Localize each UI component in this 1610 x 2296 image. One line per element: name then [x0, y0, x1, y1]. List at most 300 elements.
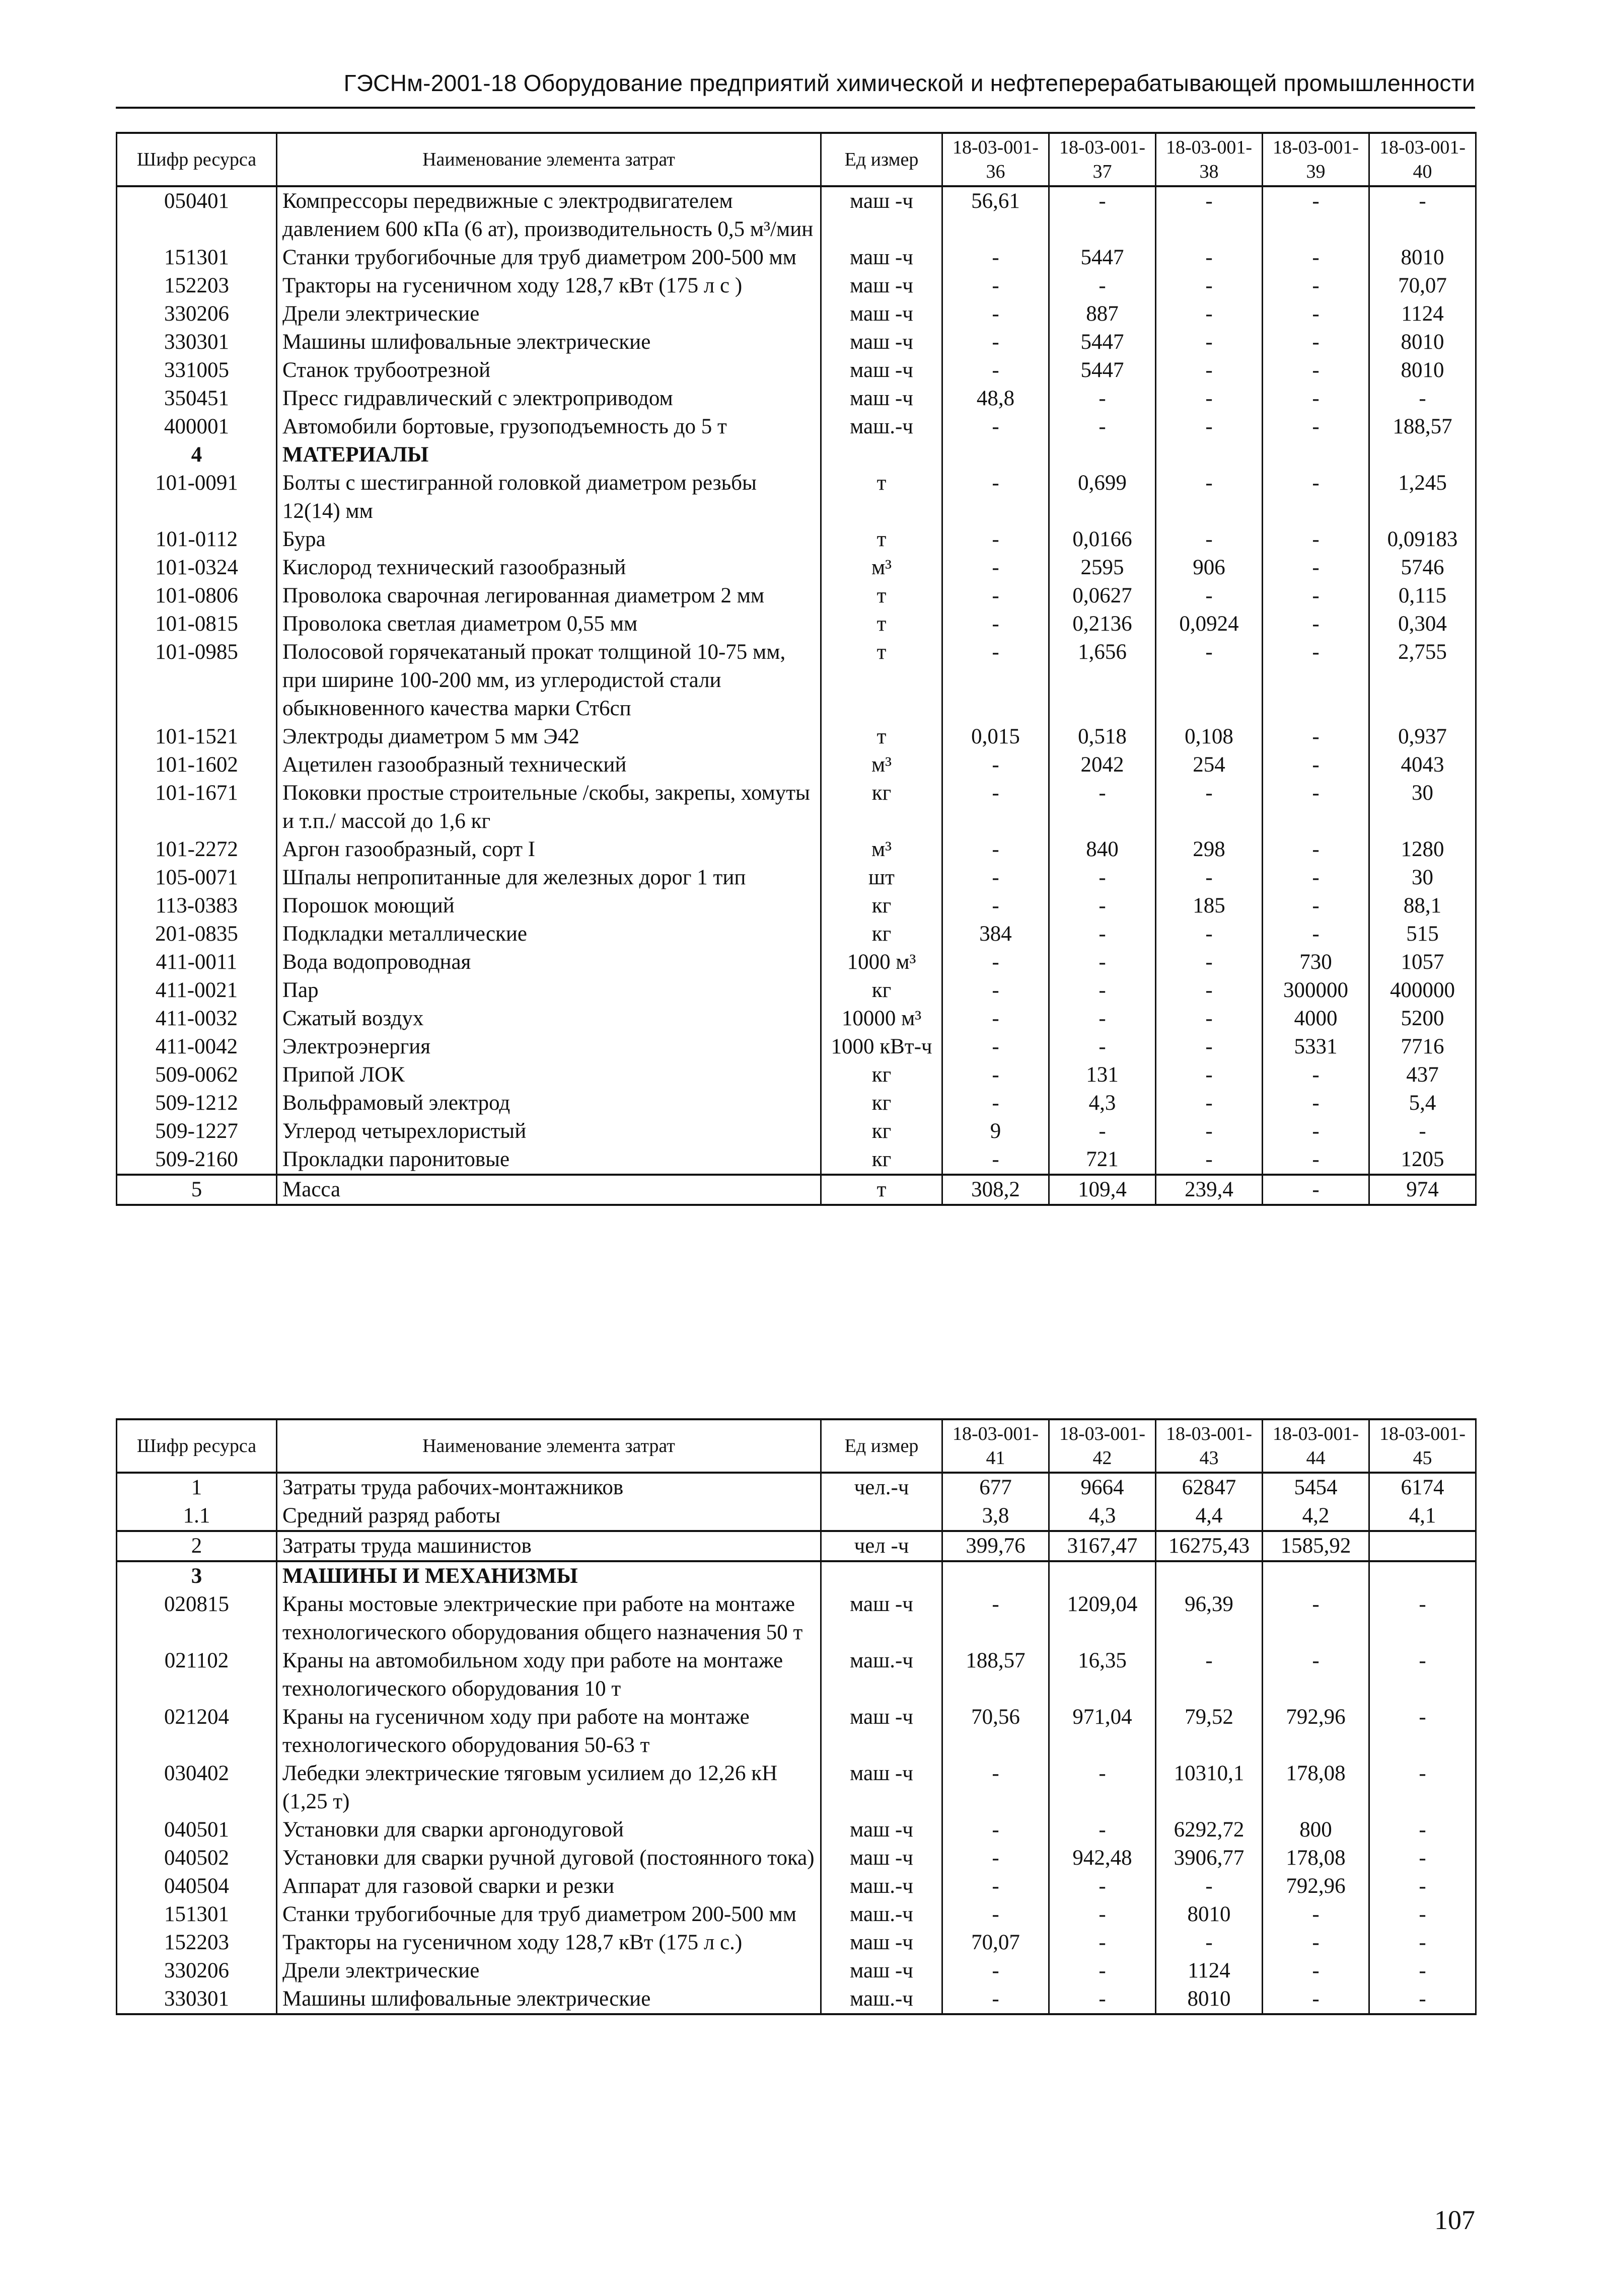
resource-code: 101-2272 [117, 835, 277, 864]
resource-value-col-4: 5331 [1263, 1033, 1369, 1061]
resource-value-col-4: - [1263, 413, 1369, 441]
resource-value-col-5: - [1369, 1590, 1476, 1647]
resource-value-col-2: - [1049, 1033, 1156, 1061]
table-row [117, 1033, 1476, 1061]
resource-code: 1.1 [117, 1502, 277, 1531]
resource-value-col-4: - [1263, 1590, 1369, 1647]
resource-value-col-1: - [942, 244, 1049, 272]
resource-code: 101-1602 [117, 751, 277, 779]
resource-value-col-1: 399,76 [942, 1531, 1049, 1561]
resource-value-col-3: - [1156, 244, 1263, 272]
resource-unit: маш.-ч [821, 1985, 942, 2014]
resource-code: 101-0324 [117, 554, 277, 582]
resource-name: Шпалы непропитанные для железных дорог 1 тип [277, 864, 821, 892]
table-row [117, 948, 1476, 976]
resource-unit: т [821, 469, 942, 525]
resource-unit: маш -ч [821, 1703, 942, 1759]
resource-value-col-1: - [942, 1900, 1049, 1929]
resource-code: 021204 [117, 1703, 277, 1759]
resource-value-col-2: 0,699 [1049, 469, 1156, 525]
resource-value-col-5: 8010 [1369, 356, 1476, 385]
resource-value-col-1: - [942, 413, 1049, 441]
resource-name: Установки для сварки ручной дуговой (постоянного тока) [277, 1844, 821, 1872]
resource-unit [821, 1561, 942, 1590]
resource-name: Краны на автомобильном ходу при работе на монтаже технологического оборудования 10 т [277, 1647, 821, 1703]
resource-value-col-1: - [942, 864, 1049, 892]
resource-unit: маш -ч [821, 1929, 942, 1957]
resource-value-col-2: - [1049, 1816, 1156, 1844]
resource-value-col-4 [1263, 441, 1369, 469]
resource-value-col-2: - [1049, 413, 1156, 441]
resource-code: 3 [117, 1561, 277, 1590]
header-rule [116, 107, 1475, 109]
resource-value-col-2: 9664 [1049, 1473, 1156, 1502]
header-col-3: 18-03-001-38 [1156, 133, 1263, 186]
resource-value-col-1: 3,8 [942, 1502, 1049, 1531]
resource-code: 509-0062 [117, 1061, 277, 1089]
resource-value-col-4: 792,96 [1263, 1872, 1369, 1900]
resource-value-col-5: 30 [1369, 779, 1476, 835]
resource-code: 101-0112 [117, 525, 277, 554]
resource-value-col-3: 62847 [1156, 1473, 1263, 1502]
resource-code: 040502 [117, 1844, 277, 1872]
resource-value-col-3: 8010 [1156, 1900, 1263, 1929]
header-unit: Ед измер [821, 1419, 942, 1473]
resource-value-col-3: - [1156, 948, 1263, 976]
resource-unit: маш -ч [821, 1957, 942, 1985]
resource-value-col-5: - [1369, 1816, 1476, 1844]
resource-value-col-3: 1124 [1156, 1957, 1263, 1985]
resource-value-col-1: - [942, 1872, 1049, 1900]
resource-unit: 1000 кВт-ч [821, 1033, 942, 1061]
resource-value-col-3: - [1156, 186, 1263, 244]
resource-value-col-3: - [1156, 272, 1263, 300]
resource-unit: маш.-ч [821, 413, 942, 441]
resource-value-col-1: - [942, 610, 1049, 638]
resource-unit: т [821, 610, 942, 638]
resource-unit: кг [821, 1117, 942, 1145]
resource-value-col-4 [1263, 1561, 1369, 1590]
table-row [117, 610, 1476, 638]
resource-value-col-3: 8010 [1156, 1985, 1263, 2014]
resource-value-col-2: 1209,04 [1049, 1590, 1156, 1647]
resource-value-col-1: 308,2 [942, 1175, 1049, 1205]
resource-value-col-2: - [1049, 892, 1156, 920]
resource-name: Вода водопроводная [277, 948, 821, 976]
resource-code: 509-2160 [117, 1145, 277, 1175]
resource-value-col-3: - [1156, 1005, 1263, 1033]
resource-value-col-4: 800 [1263, 1816, 1369, 1844]
resource-value-col-4: - [1263, 1647, 1369, 1703]
resource-name: Краны на гусеничном ходу при работе на монтаже технологического оборудования 50-63 т [277, 1703, 821, 1759]
header-name: Наименование элемента затрат [277, 1419, 821, 1473]
resource-value-col-1: - [942, 1145, 1049, 1175]
resource-name: Компрессоры передвижные с электродвигателем давлением 600 кПа (6 ат), производительность 0,5 м³/мин [277, 186, 821, 244]
resource-value-col-4: 4000 [1263, 1005, 1369, 1033]
resource-value-col-4: 4,2 [1263, 1502, 1369, 1531]
resource-value-col-2: - [1049, 1929, 1156, 1957]
resource-value-col-1: - [942, 1033, 1049, 1061]
table-header-row [117, 133, 1476, 186]
resource-code: 5 [117, 1175, 277, 1205]
resource-name: Углерод четырехлористый [277, 1117, 821, 1145]
resource-value-col-4: - [1263, 1117, 1369, 1145]
resource-value-col-1 [942, 1561, 1049, 1590]
resource-value-col-5: 7716 [1369, 1033, 1476, 1061]
resource-value-col-2: - [1049, 186, 1156, 244]
resource-value-col-3: 10310,1 [1156, 1759, 1263, 1816]
resource-code: 509-1212 [117, 1089, 277, 1117]
resource-unit: т [821, 525, 942, 554]
resource-value-col-4: 5454 [1263, 1473, 1369, 1502]
resource-value-col-3: - [1156, 1872, 1263, 1900]
resource-value-col-1: - [942, 469, 1049, 525]
resource-unit: 10000 м³ [821, 1005, 942, 1033]
resource-unit: шт [821, 864, 942, 892]
resource-name: МАТЕРИАЛЫ [277, 441, 821, 469]
resource-value-col-3 [1156, 441, 1263, 469]
resource-value-col-2: - [1049, 1872, 1156, 1900]
resource-name: Электроды диаметром 5 мм Э42 [277, 723, 821, 751]
resource-value-col-5: 8010 [1369, 328, 1476, 356]
resource-unit: маш -ч [821, 385, 942, 413]
resource-value-col-5: 0,937 [1369, 723, 1476, 751]
resource-value-col-3: 906 [1156, 554, 1263, 582]
resource-value-col-5: 400000 [1369, 976, 1476, 1005]
table-row [117, 1117, 1476, 1145]
table-row [117, 1590, 1476, 1647]
resource-value-col-3: - [1156, 638, 1263, 723]
table-row [117, 1929, 1476, 1957]
resource-value-col-5: - [1369, 1985, 1476, 2014]
table-row [117, 300, 1476, 328]
header-code: Шифр ресурса [117, 133, 277, 186]
resource-value-col-1: 384 [942, 920, 1049, 948]
table-row [117, 1957, 1476, 1985]
resource-name: Порошок моющий [277, 892, 821, 920]
table-row [117, 751, 1476, 779]
table-row [117, 864, 1476, 892]
resource-code: 2 [117, 1531, 277, 1561]
resource-value-col-3: - [1156, 356, 1263, 385]
header-name: Наименование элемента затрат [277, 133, 821, 186]
resource-value-col-5: 8010 [1369, 244, 1476, 272]
resource-value-col-4: 300000 [1263, 976, 1369, 1005]
resource-value-col-5: 70,07 [1369, 272, 1476, 300]
page-number: 107 [1434, 2205, 1475, 2235]
resource-unit: м³ [821, 751, 942, 779]
resource-value-col-1: - [942, 356, 1049, 385]
resource-value-col-4: - [1263, 920, 1369, 948]
resource-unit: кг [821, 1061, 942, 1089]
table-row [117, 1473, 1476, 1502]
resource-code: 350451 [117, 385, 277, 413]
resource-value-col-2: - [1049, 385, 1156, 413]
resource-value-col-5: 0,09183 [1369, 525, 1476, 554]
table-row [117, 328, 1476, 356]
resource-value-col-3: 79,52 [1156, 1703, 1263, 1759]
resource-value-col-2: 0,518 [1049, 723, 1156, 751]
resource-value-col-3: 16275,43 [1156, 1531, 1263, 1561]
resource-value-col-1: 677 [942, 1473, 1049, 1502]
resource-name: Сжатый воздух [277, 1005, 821, 1033]
resource-value-col-1: - [942, 582, 1049, 610]
resource-unit: маш -ч [821, 300, 942, 328]
resource-value-col-2: - [1049, 976, 1156, 1005]
table-body [117, 1473, 1476, 2014]
resource-value-col-4: - [1263, 1929, 1369, 1957]
table-row [117, 554, 1476, 582]
table-row [117, 186, 1476, 244]
resource-value-col-5: - [1369, 385, 1476, 413]
resource-code: 330301 [117, 328, 277, 356]
resource-name: Вольфрамовый электрод [277, 1089, 821, 1117]
resource-value-col-5: 30 [1369, 864, 1476, 892]
resource-name: Лебедки электрические тяговым усилием до 12,26 кН (1,25 т) [277, 1759, 821, 1816]
resource-value-col-2: 5447 [1049, 356, 1156, 385]
resource-unit: кг [821, 976, 942, 1005]
resource-value-col-4: - [1263, 892, 1369, 920]
resource-value-col-3: 6292,72 [1156, 1816, 1263, 1844]
resource-code: 411-0011 [117, 948, 277, 976]
resource-value-col-1: 188,57 [942, 1647, 1049, 1703]
resource-value-col-3: - [1156, 920, 1263, 948]
table-row [117, 1061, 1476, 1089]
resource-value-col-1: 56,61 [942, 186, 1049, 244]
resource-name: Станки трубогибочные для труб диаметром 200-500 мм [277, 1900, 821, 1929]
resource-value-col-3: - [1156, 1117, 1263, 1145]
resource-value-col-4: - [1263, 835, 1369, 864]
resource-value-col-2: 2042 [1049, 751, 1156, 779]
resource-code: 152203 [117, 272, 277, 300]
table-row [117, 1531, 1476, 1561]
resource-value-col-2: 16,35 [1049, 1647, 1156, 1703]
resource-code: 411-0021 [117, 976, 277, 1005]
resource-value-col-1: - [942, 300, 1049, 328]
resource-value-col-3: - [1156, 1033, 1263, 1061]
resource-value-col-1: - [942, 892, 1049, 920]
table-row [117, 920, 1476, 948]
resource-unit: маш -ч [821, 1816, 942, 1844]
resource-code: 101-0985 [117, 638, 277, 723]
resource-value-col-4: - [1263, 554, 1369, 582]
resource-unit: 1000 м³ [821, 948, 942, 976]
table-row [117, 1647, 1476, 1703]
table-header-row [117, 1419, 1476, 1473]
resource-value-col-5: 0,304 [1369, 610, 1476, 638]
resource-value-col-4: 178,08 [1263, 1844, 1369, 1872]
resource-value-col-2 [1049, 1561, 1156, 1590]
resource-value-col-1: - [942, 328, 1049, 356]
resource-value-col-1: - [942, 1844, 1049, 1872]
resource-value-col-5: 5746 [1369, 554, 1476, 582]
resource-value-col-1: 70,07 [942, 1929, 1049, 1957]
resource-value-col-5 [1369, 1531, 1476, 1561]
resource-name: Подкладки металлические [277, 920, 821, 948]
resource-value-col-4: - [1263, 582, 1369, 610]
resource-value-col-3: - [1156, 300, 1263, 328]
section-row [117, 441, 1476, 469]
resource-value-col-5: 1205 [1369, 1145, 1476, 1175]
resource-value-col-1: - [942, 554, 1049, 582]
resource-value-col-5: - [1369, 1872, 1476, 1900]
resource-code: 101-0815 [117, 610, 277, 638]
resource-code: 411-0032 [117, 1005, 277, 1033]
table-row [117, 1844, 1476, 1872]
resource-unit: кг [821, 1145, 942, 1175]
resource-name: Болты с шестигранной головкой диаметром резьбы 12(14) мм [277, 469, 821, 525]
resource-code: 040501 [117, 1816, 277, 1844]
resource-value-col-1: 48,8 [942, 385, 1049, 413]
resource-value-col-2: 721 [1049, 1145, 1156, 1175]
resource-value-col-2: - [1049, 864, 1156, 892]
resource-value-col-1: - [942, 638, 1049, 723]
resource-code: 331005 [117, 356, 277, 385]
resource-name: Станок трубоотрезной [277, 356, 821, 385]
resource-code: 330206 [117, 300, 277, 328]
resource-unit: маш -ч [821, 1590, 942, 1647]
header-col-5: 18-03-001-40 [1369, 133, 1476, 186]
resource-value-col-3: 0,108 [1156, 723, 1263, 751]
resource-unit: маш.-ч [821, 1872, 942, 1900]
resource-name: Ацетилен газообразный технический [277, 751, 821, 779]
resource-table-1 [116, 132, 1477, 1206]
resource-code: 021102 [117, 1647, 277, 1703]
resource-name: Тракторы на гусеничном ходу 128,7 кВт (175 л с ) [277, 272, 821, 300]
resource-value-col-5: 5,4 [1369, 1089, 1476, 1117]
resource-value-col-4: - [1263, 244, 1369, 272]
resource-name: Тракторы на гусеничном ходу 128,7 кВт (175 л с.) [277, 1929, 821, 1957]
resource-unit: т [821, 723, 942, 751]
resource-value-col-1: - [942, 1061, 1049, 1089]
resource-value-col-5: - [1369, 1900, 1476, 1929]
header-col-4: 18-03-001-44 [1263, 1419, 1369, 1473]
resource-unit: чел.-ч [821, 1473, 942, 1502]
header-col-2: 18-03-001-37 [1049, 133, 1156, 186]
resource-code: 411-0042 [117, 1033, 277, 1061]
resource-code: 4 [117, 441, 277, 469]
table-row [117, 1816, 1476, 1844]
resource-value-col-4: - [1263, 1900, 1369, 1929]
resource-unit: маш.-ч [821, 1900, 942, 1929]
resource-value-col-4: - [1263, 186, 1369, 244]
resource-value-col-3: - [1156, 1145, 1263, 1175]
table-row [117, 1985, 1476, 2014]
resource-value-col-3: - [1156, 413, 1263, 441]
resource-value-col-1: - [942, 1590, 1049, 1647]
table-row [117, 779, 1476, 835]
resource-value-col-4: - [1263, 864, 1369, 892]
resource-value-col-1: - [942, 976, 1049, 1005]
resource-value-col-1: - [942, 1816, 1049, 1844]
resource-code: 330301 [117, 1985, 277, 2014]
header-col-2: 18-03-001-42 [1049, 1419, 1156, 1473]
resource-name: Кислород технический газообразный [277, 554, 821, 582]
resource-value-col-3: - [1156, 525, 1263, 554]
resource-value-col-2: - [1049, 1759, 1156, 1816]
header-unit: Ед измер [821, 133, 942, 186]
resource-value-col-1: - [942, 1005, 1049, 1033]
resource-name: Масса [277, 1175, 821, 1205]
resource-name: Дрели электрические [277, 1957, 821, 1985]
resource-value-col-3: 3906,77 [1156, 1844, 1263, 1872]
resource-value-col-1: 9 [942, 1117, 1049, 1145]
resource-unit: маш -ч [821, 1844, 942, 1872]
resource-unit: маш -ч [821, 244, 942, 272]
resource-value-col-1: 70,56 [942, 1703, 1049, 1759]
table-row [117, 1145, 1476, 1175]
resource-value-col-2: 0,0166 [1049, 525, 1156, 554]
resource-code: 105-0071 [117, 864, 277, 892]
resource-value-col-2: 3167,47 [1049, 1531, 1156, 1561]
header-col-4: 18-03-001-39 [1263, 133, 1369, 186]
resource-unit: маш -ч [821, 356, 942, 385]
resource-value-col-3: - [1156, 779, 1263, 835]
resource-value-col-5: 6174 [1369, 1473, 1476, 1502]
resource-value-col-3: 254 [1156, 751, 1263, 779]
resource-name: Машины шлифовальные электрические [277, 328, 821, 356]
resource-value-col-4: - [1263, 1175, 1369, 1205]
resource-value-col-2: - [1049, 948, 1156, 976]
resource-unit: маш -ч [821, 328, 942, 356]
resource-unit: чел -ч [821, 1531, 942, 1561]
resource-value-col-2: - [1049, 779, 1156, 835]
table-row [117, 1089, 1476, 1117]
resource-value-col-4: - [1263, 638, 1369, 723]
resource-value-col-3: 96,39 [1156, 1590, 1263, 1647]
resource-value-col-5: 88,1 [1369, 892, 1476, 920]
resource-value-col-2: 0,2136 [1049, 610, 1156, 638]
table-row [117, 976, 1476, 1005]
resource-value-col-5: 437 [1369, 1061, 1476, 1089]
header-code: Шифр ресурса [117, 1419, 277, 1473]
resource-code: 151301 [117, 244, 277, 272]
resource-value-col-3: - [1156, 1929, 1263, 1957]
resource-value-col-2: 887 [1049, 300, 1156, 328]
table-row [117, 244, 1476, 272]
resource-name: Поковки простые строительные /скобы, закрепы, хомуты и т.п./ массой до 1,6 кг [277, 779, 821, 835]
resource-value-col-4: - [1263, 300, 1369, 328]
resource-code: 400001 [117, 413, 277, 441]
header-col-3: 18-03-001-43 [1156, 1419, 1263, 1473]
resource-value-col-2: 971,04 [1049, 1703, 1156, 1759]
resource-value-col-5 [1369, 441, 1476, 469]
resource-value-col-4: - [1263, 779, 1369, 835]
resource-value-col-4: 178,08 [1263, 1759, 1369, 1816]
resource-value-col-1: - [942, 1985, 1049, 2014]
resource-value-col-4: - [1263, 751, 1369, 779]
resource-value-col-5: - [1369, 1647, 1476, 1703]
resource-value-col-5 [1369, 1561, 1476, 1590]
resource-name: Автомобили бортовые, грузоподъемность до 5 т [277, 413, 821, 441]
resource-name: Пресс гидравлический с электроприводом [277, 385, 821, 413]
resource-code: 020815 [117, 1590, 277, 1647]
section-row [117, 1561, 1476, 1590]
resource-value-col-3: - [1156, 328, 1263, 356]
resource-value-col-5: 4,1 [1369, 1502, 1476, 1531]
resource-value-col-2: - [1049, 1985, 1156, 2014]
resource-code: 030402 [117, 1759, 277, 1816]
resource-value-col-5: 1057 [1369, 948, 1476, 976]
resource-value-col-2: 840 [1049, 835, 1156, 864]
resource-value-col-1: - [942, 1957, 1049, 1985]
page-header-title: ГЭСНм-2001-18 Оборудование предприятий химической и нефтеперерабатывающей промышленности [343, 70, 1475, 96]
resource-value-col-3: 185 [1156, 892, 1263, 920]
table-row [117, 525, 1476, 554]
resource-value-col-1: - [942, 835, 1049, 864]
resource-table-2 [116, 1418, 1477, 2015]
resource-value-col-1: - [942, 751, 1049, 779]
